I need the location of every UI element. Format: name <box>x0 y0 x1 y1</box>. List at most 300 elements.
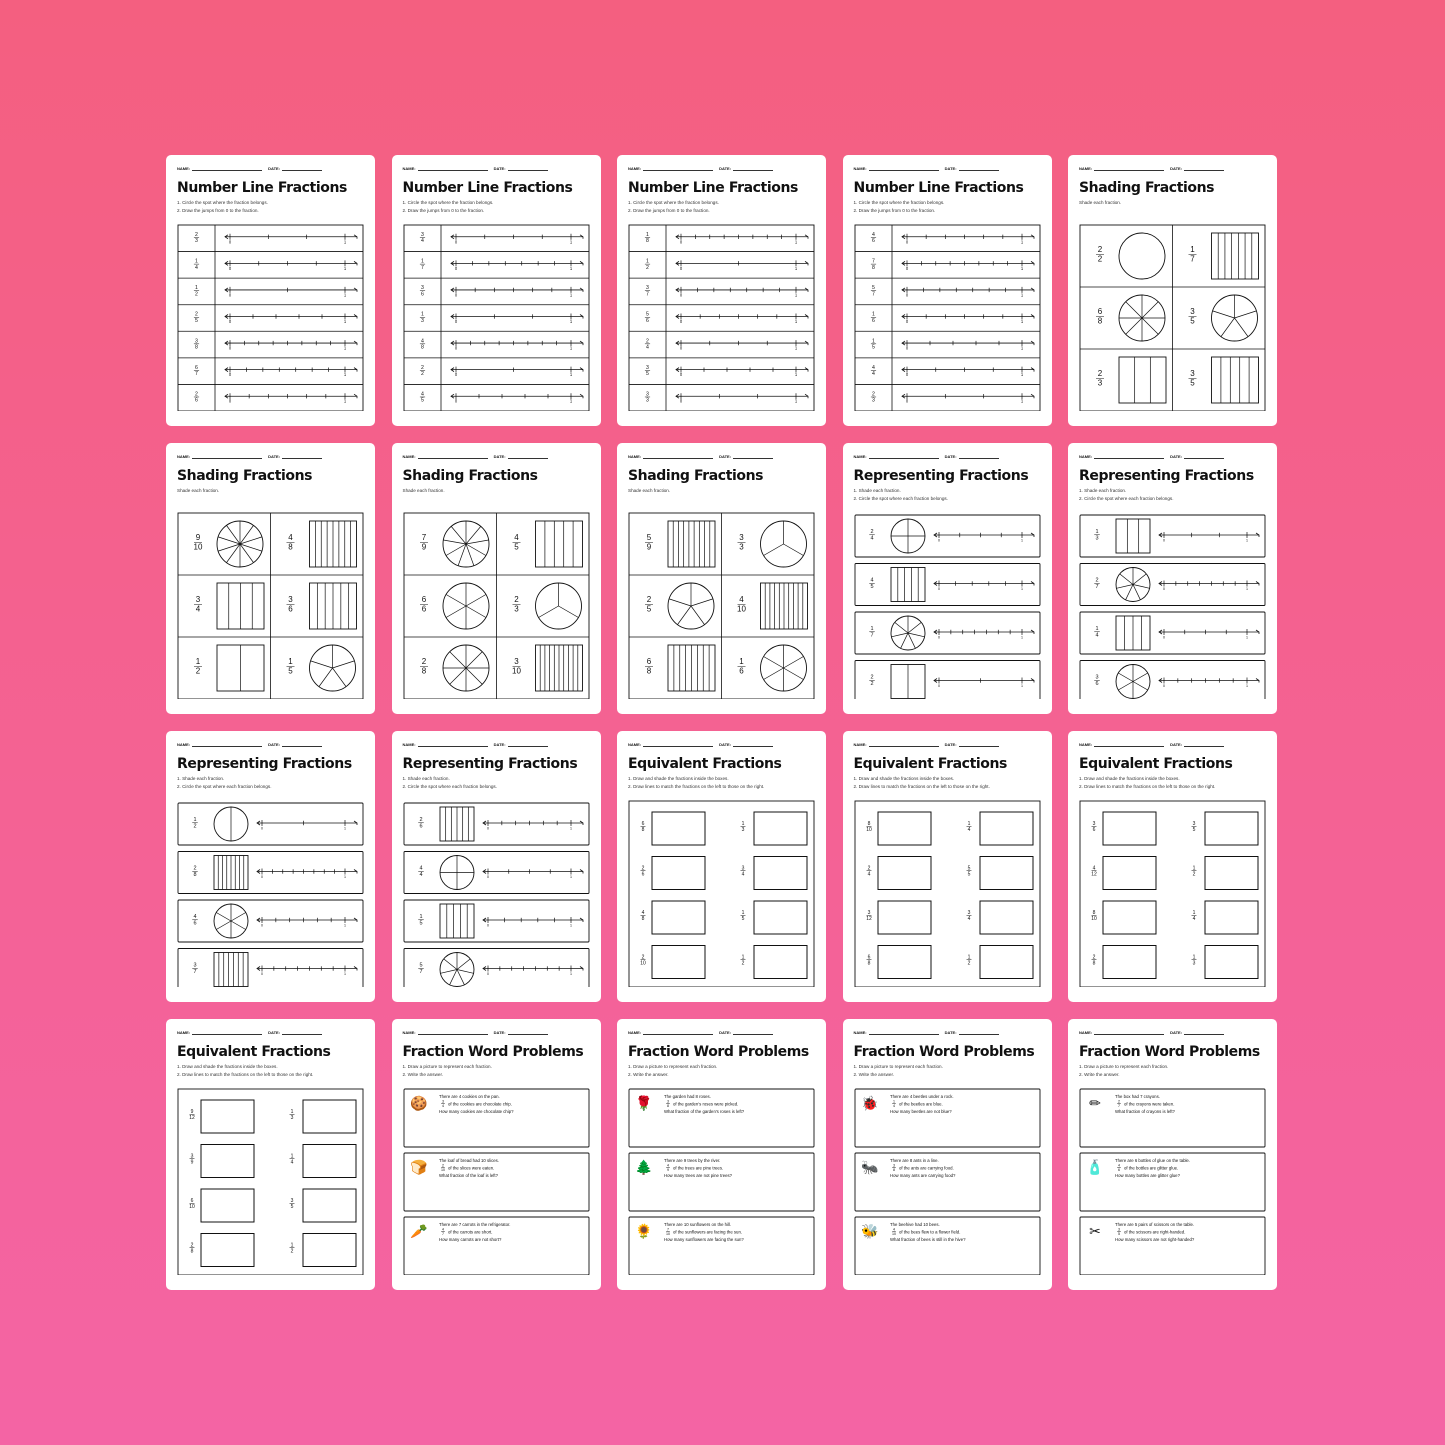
left-drawing-box <box>652 812 705 845</box>
worksheet-body <box>177 511 364 699</box>
row-fraction <box>418 963 424 976</box>
name-blank[interactable] <box>869 1034 939 1035</box>
cell-fraction <box>738 657 746 676</box>
number-line-label-one: 1 <box>343 239 347 245</box>
fraction-bar-model <box>214 856 248 890</box>
number-line-label-one: 1 <box>569 826 572 831</box>
number-line <box>676 314 808 325</box>
row-fraction <box>192 817 198 830</box>
fraction-bar-model <box>1116 519 1150 553</box>
name-blank[interactable] <box>869 746 939 747</box>
fraction-numerator: 1 <box>892 1099 895 1104</box>
fraction-numerator: 1 <box>869 626 874 633</box>
name-blank[interactable] <box>418 170 488 171</box>
circle-divider <box>1133 574 1146 585</box>
number-line <box>483 869 583 880</box>
date-blank[interactable] <box>508 170 548 171</box>
problem-line: The box had 7 crayons. <box>1115 1094 1160 1099</box>
problem-line: How many ants are carrying food? <box>889 1173 955 1178</box>
fraction-circle <box>214 807 248 841</box>
number-line-label-zero: 0 <box>905 239 908 245</box>
date-label: DATE: <box>493 454 506 459</box>
worksheet-title: Number Line Fractions <box>853 180 1024 196</box>
left-fraction <box>866 954 871 966</box>
cell-fraction <box>1096 245 1104 264</box>
right-drawing-box <box>303 1100 356 1133</box>
fraction-numerator: 2 <box>646 595 652 604</box>
fraction-denominator: 5 <box>420 397 424 404</box>
fraction-circle <box>443 645 489 691</box>
cell-fraction <box>512 533 520 552</box>
circle-divider <box>1235 311 1257 318</box>
instruction-line: Shade each fraction. <box>402 488 445 493</box>
fraction-denominator: 5 <box>418 920 423 927</box>
date-blank[interactable] <box>282 458 322 459</box>
fraction-numerator: 1 <box>741 954 745 961</box>
fraction-denominator: 2 <box>1192 871 1196 878</box>
fraction-denominator: 6 <box>193 920 197 927</box>
date-blank[interactable] <box>959 170 999 171</box>
row-fraction <box>645 365 650 377</box>
fraction-denominator: 4 <box>441 1103 444 1108</box>
circle-divider <box>1118 673 1133 682</box>
circle-divider <box>446 595 466 607</box>
worksheet-instructions <box>403 199 494 214</box>
date-blank[interactable] <box>508 1034 548 1035</box>
name-blank[interactable] <box>418 458 488 459</box>
left-fraction <box>866 910 872 922</box>
row-fraction <box>419 259 424 271</box>
fraction-circle <box>761 645 807 691</box>
problem-line: of the ants are carrying food. <box>898 1165 954 1171</box>
number-line-label-zero: 0 <box>454 319 457 324</box>
name-blank[interactable] <box>1094 170 1164 171</box>
fraction-circle <box>668 583 714 629</box>
problem-fraction <box>441 1228 445 1236</box>
number-line-label-one: 1 <box>344 875 346 879</box>
problem-fraction <box>441 1164 445 1172</box>
number-line-label-zero: 0 <box>486 972 489 976</box>
right-drawing-box <box>980 857 1033 890</box>
cell-fraction <box>194 657 202 676</box>
row-fraction <box>1094 578 1100 591</box>
date-blank[interactable] <box>282 1034 322 1035</box>
date-blank[interactable] <box>733 170 773 171</box>
worksheet-drawing <box>854 511 1041 699</box>
fraction-numerator: 1 <box>871 338 875 345</box>
fraction-denominator: 6 <box>418 823 423 830</box>
worksheet-title: Equivalent Fractions <box>628 756 782 772</box>
instruction-line: 1. Draw and shade the fractions inside the boxes. <box>1079 776 1180 781</box>
cell-fraction <box>738 533 746 552</box>
worksheet-drawing <box>628 511 815 699</box>
name-date-header <box>1079 742 1224 747</box>
number-line <box>902 314 1034 325</box>
problem-line: of the garden's roses were picked. <box>673 1101 739 1107</box>
worksheet-drawing <box>177 511 364 699</box>
fraction-numerator: 1 <box>195 657 201 666</box>
right-fraction <box>1192 910 1197 922</box>
name-blank[interactable] <box>1094 458 1164 459</box>
fraction-numerator: 6 <box>646 657 652 666</box>
row-fraction <box>1094 675 1100 688</box>
fraction-numerator: 3 <box>420 285 424 292</box>
cell-fraction <box>512 657 521 676</box>
name-label: NAME: <box>1079 454 1093 459</box>
row-fraction <box>870 259 875 271</box>
date-label: DATE: <box>1170 454 1183 459</box>
fraction-numerator: 3 <box>967 909 970 916</box>
name-blank[interactable] <box>192 746 262 747</box>
fraction-denominator: 6 <box>871 238 875 245</box>
date-label: DATE: <box>719 454 732 459</box>
circle-divider <box>466 544 486 556</box>
circle-divider <box>1142 318 1158 334</box>
name-blank[interactable] <box>643 458 713 459</box>
name-date-header <box>1079 166 1224 171</box>
circle-divider <box>319 668 333 687</box>
fraction-denominator: 8 <box>641 826 645 833</box>
row-fraction <box>869 578 875 591</box>
name-label: NAME: <box>1079 1030 1093 1035</box>
problem-line: of the trees are pine trees. <box>673 1165 724 1171</box>
worksheet-drawing <box>403 511 590 699</box>
fraction-denominator: 5 <box>513 542 519 552</box>
date-label: DATE: <box>944 454 957 459</box>
worksheet-title: Representing Fractions <box>853 468 1029 484</box>
name-label: NAME: <box>628 166 642 171</box>
row-fraction <box>870 365 875 377</box>
right-fraction <box>290 1198 295 1210</box>
worksheet-body <box>628 511 815 699</box>
cookie-icon: 🍪 <box>409 1096 428 1112</box>
fraction-circle <box>443 583 489 629</box>
fraction-denominator: 2 <box>646 264 649 271</box>
row-fraction <box>419 285 424 297</box>
date-label: DATE: <box>1170 742 1183 747</box>
scissors-icon: ✂ <box>1089 1224 1101 1240</box>
name-blank[interactable] <box>643 170 713 171</box>
fraction-denominator: 5 <box>1118 1231 1120 1236</box>
fraction-numerator: 6 <box>867 954 870 961</box>
right-fraction <box>966 910 971 922</box>
fraction-denominator: 5 <box>871 344 875 351</box>
circle-divider <box>784 668 804 680</box>
number-line-label-one: 1 <box>794 265 798 271</box>
bar-model-outline <box>440 904 474 938</box>
problem-line: The garden had 8 roses. <box>664 1094 711 1099</box>
left-drawing-box <box>652 946 705 979</box>
cell-fraction <box>194 533 203 552</box>
worksheet-instructions <box>1079 199 1121 207</box>
representing-row <box>855 564 1040 606</box>
date-blank[interactable] <box>733 458 773 459</box>
fraction-denominator: 10 <box>891 1231 896 1236</box>
number-line-label-zero: 0 <box>905 265 908 271</box>
word-problem-box <box>629 1153 814 1211</box>
worksheet-drawing <box>1079 511 1266 699</box>
left-drawing-box <box>1103 946 1156 979</box>
date-blank[interactable] <box>1184 746 1224 747</box>
cell-fraction <box>645 657 653 676</box>
number-line-label-one: 1 <box>1246 684 1248 688</box>
name-blank[interactable] <box>643 746 713 747</box>
fraction-bar-model <box>668 645 715 691</box>
fraction-denominator: 3 <box>513 604 519 614</box>
circle-divider <box>1235 318 1249 337</box>
name-blank[interactable] <box>869 458 939 459</box>
worksheet-body <box>403 1087 590 1275</box>
worksheet-title: Shading Fractions <box>402 468 538 484</box>
fraction-denominator: 4 <box>967 915 970 922</box>
right-drawing-box <box>754 901 807 934</box>
number-line-label-zero: 0 <box>228 345 232 351</box>
equivalent-frame <box>629 801 814 987</box>
fraction-numerator: 2 <box>195 391 198 398</box>
cell-fraction <box>420 595 428 614</box>
circle-divider <box>466 606 486 618</box>
worksheet-body <box>1079 223 1266 411</box>
worksheet-instructions <box>1079 775 1215 790</box>
fraction-denominator: 2 <box>290 1248 294 1255</box>
name-blank[interactable] <box>418 746 488 747</box>
row-fraction <box>419 312 424 324</box>
fraction-denominator: 6 <box>871 317 875 324</box>
worksheet-body <box>403 223 590 411</box>
worksheet-drawing <box>1079 1087 1266 1275</box>
worksheet-card <box>843 155 1052 426</box>
problem-line: What fraction of bees is still in the hive? <box>889 1237 965 1242</box>
right-fraction <box>741 821 746 833</box>
fraction-denominator: 3 <box>739 542 744 552</box>
fraction-numerator: 6 <box>195 364 198 371</box>
problem-line: There are 4 beetles under a rock. <box>889 1094 954 1099</box>
right-fraction <box>1192 954 1197 966</box>
date-blank[interactable] <box>959 1034 999 1035</box>
fraction-numerator: 1 <box>1190 245 1195 254</box>
fraction-bar-model <box>1119 357 1166 403</box>
instruction-line: Shade each fraction. <box>1079 200 1122 205</box>
fraction-denominator: 8 <box>871 264 875 271</box>
fraction-bar-model <box>217 583 264 629</box>
date-blank[interactable] <box>733 746 773 747</box>
date-blank[interactable] <box>733 1034 773 1035</box>
instruction-line: 1. Draw a picture to represent each fraction. <box>853 1064 943 1069</box>
worksheet-title: Shading Fractions <box>628 468 764 484</box>
worksheet-title: Fraction Word Problems <box>853 1044 1035 1060</box>
name-blank[interactable] <box>1094 746 1164 747</box>
crayon-icon: ✏ <box>1089 1096 1101 1112</box>
instruction-line: 2. Write the answer. <box>402 1071 444 1077</box>
fraction-denominator: 5 <box>195 317 198 324</box>
number-line-label-one: 1 <box>569 923 572 928</box>
left-fraction <box>640 954 646 966</box>
number-line-label-zero: 0 <box>261 972 263 976</box>
worksheet-drawing <box>854 223 1041 411</box>
circle-divider <box>218 544 240 551</box>
fraction-denominator: 3 <box>741 826 745 833</box>
number-line-label-one: 1 <box>794 398 798 404</box>
left-fraction <box>189 1109 195 1121</box>
date-blank[interactable] <box>959 746 999 747</box>
name-label: NAME: <box>177 742 191 747</box>
left-fraction <box>189 1198 195 1210</box>
worksheet-instructions <box>1079 1063 1168 1078</box>
number-line <box>902 287 1034 298</box>
fraction-numerator: 2 <box>1095 577 1099 584</box>
right-drawing-box <box>980 812 1033 845</box>
fraction-denominator: 4 <box>967 826 970 833</box>
date-blank[interactable] <box>508 746 548 747</box>
representing-row <box>178 852 363 894</box>
row-fraction <box>645 285 650 297</box>
date-blank[interactable] <box>282 170 322 171</box>
instruction-line: 2. Draw lines to match the fractions on the left to those on the right. <box>853 783 990 789</box>
number-line-label-zero: 0 <box>454 265 457 271</box>
fraction-denominator: 7 <box>1095 584 1099 591</box>
fraction-numerator: 9 <box>190 1108 194 1115</box>
instruction-line: 1. Shade each fraction. <box>853 488 901 493</box>
fraction-circle <box>891 519 925 553</box>
date-blank[interactable] <box>1184 458 1224 459</box>
cell-fraction <box>645 595 653 614</box>
circle-divider <box>558 606 578 618</box>
date-blank[interactable] <box>1184 1034 1224 1035</box>
ant-icon: 🐜 <box>860 1160 879 1176</box>
right-fraction <box>966 954 971 966</box>
fraction-denominator: 10 <box>737 604 746 614</box>
date-label: DATE: <box>1170 1030 1183 1035</box>
number-line <box>902 340 1034 351</box>
fraction-numerator: 2 <box>646 338 649 345</box>
number-line <box>934 532 1034 543</box>
fraction-denominator: 3 <box>195 238 198 245</box>
name-blank[interactable] <box>869 170 939 171</box>
name-label: NAME: <box>402 742 416 747</box>
cell-fraction <box>287 657 295 676</box>
right-drawing-box <box>1205 812 1258 845</box>
fraction-numerator: 4 <box>418 865 423 872</box>
fraction-denominator: 4 <box>871 371 875 378</box>
worksheet-instructions <box>403 1063 492 1078</box>
problem-line: of the bees flew to a flower field. <box>898 1229 960 1235</box>
name-blank[interactable] <box>192 1034 262 1035</box>
worksheet-drawing <box>177 799 364 987</box>
fraction-numerator: 1 <box>1192 954 1196 961</box>
date-label: DATE: <box>268 166 281 171</box>
number-line-label-one: 1 <box>569 372 572 378</box>
representing-row <box>855 661 1040 700</box>
worksheet-card <box>1068 1019 1277 1290</box>
date-blank[interactable] <box>282 746 322 747</box>
name-date-header <box>854 454 999 459</box>
name-blank[interactable] <box>418 1034 488 1035</box>
fraction-denominator: 3 <box>1097 378 1103 388</box>
circle-divider <box>457 959 470 970</box>
worksheet-instructions <box>403 487 445 495</box>
number-line <box>257 966 357 977</box>
left-fraction <box>641 865 646 877</box>
worksheet-body <box>854 799 1041 987</box>
fraction-numerator: 1 <box>871 311 875 318</box>
left-fraction <box>190 1242 195 1254</box>
circle-divider <box>1133 585 1150 589</box>
number-line-label-zero: 0 <box>679 398 683 404</box>
number-line-label-zero: 0 <box>228 398 232 404</box>
name-label: NAME: <box>402 454 416 459</box>
instruction-line: 2. Draw lines to match the fractions on the left to those on the right. <box>628 783 765 789</box>
circle-divider <box>1118 682 1133 691</box>
right-drawing-box <box>1205 857 1258 890</box>
instruction-line: 2. Circle the spot where each fraction belongs. <box>177 783 272 789</box>
circle-divider <box>1126 302 1142 318</box>
date-blank[interactable] <box>1184 170 1224 171</box>
number-line <box>225 367 357 378</box>
fraction-numerator: 5 <box>646 533 652 542</box>
number-line-label-zero: 0 <box>486 875 489 879</box>
row-fraction <box>1094 529 1100 542</box>
worksheet-body <box>177 223 364 411</box>
worksheet-drawing <box>854 799 1041 987</box>
fraction-numerator: 3 <box>646 391 649 398</box>
name-date-header <box>403 742 548 747</box>
fraction-denominator: 8 <box>867 960 870 967</box>
fraction-denominator: 8 <box>892 1167 895 1172</box>
fraction-denominator: 12 <box>1091 871 1097 878</box>
worksheet-title: Number Line Fractions <box>628 180 798 196</box>
name-blank[interactable] <box>192 458 262 459</box>
fraction-circle <box>310 645 356 691</box>
fraction-denominator: 7 <box>869 632 874 639</box>
number-line <box>451 260 583 271</box>
number-line-label-zero: 0 <box>228 292 232 298</box>
fraction-denominator: 7 <box>646 291 649 298</box>
number-line <box>1159 629 1259 640</box>
instruction-line: Shade each fraction. <box>628 488 671 493</box>
number-line <box>451 393 583 404</box>
number-line-label-zero: 0 <box>905 398 908 404</box>
left-fraction <box>1091 865 1097 877</box>
fraction-numerator: 4 <box>1118 1163 1120 1168</box>
number-line-label-zero: 0 <box>679 239 683 245</box>
fraction-numerator: 1 <box>193 817 197 824</box>
name-blank[interactable] <box>643 1034 713 1035</box>
problem-line: How many bottles are glitter glue? <box>1115 1173 1180 1178</box>
circle-divider <box>457 970 464 985</box>
fraction-circle <box>443 521 489 567</box>
date-blank[interactable] <box>959 458 999 459</box>
date-blank[interactable] <box>508 458 548 459</box>
fraction-denominator: 6 <box>739 666 744 676</box>
right-fraction <box>741 954 746 966</box>
worksheet-body <box>403 799 590 987</box>
circle-divider <box>216 913 231 922</box>
left-fraction <box>1092 821 1097 833</box>
cell-fraction <box>420 533 428 552</box>
fraction-denominator: 4 <box>1095 632 1099 639</box>
number-line-label-one: 1 <box>1020 265 1023 271</box>
row-fraction <box>870 285 875 297</box>
circle-divider <box>458 544 466 566</box>
problem-line: of the beetles are blue. <box>898 1101 943 1107</box>
worksheet-card <box>617 731 826 1002</box>
fraction-numerator: 5 <box>646 311 649 318</box>
name-blank[interactable] <box>1094 1034 1164 1035</box>
name-blank[interactable] <box>192 170 262 171</box>
worksheet-title: Representing Fractions <box>177 756 352 772</box>
row-fraction <box>419 338 424 350</box>
row-fraction <box>418 817 424 830</box>
